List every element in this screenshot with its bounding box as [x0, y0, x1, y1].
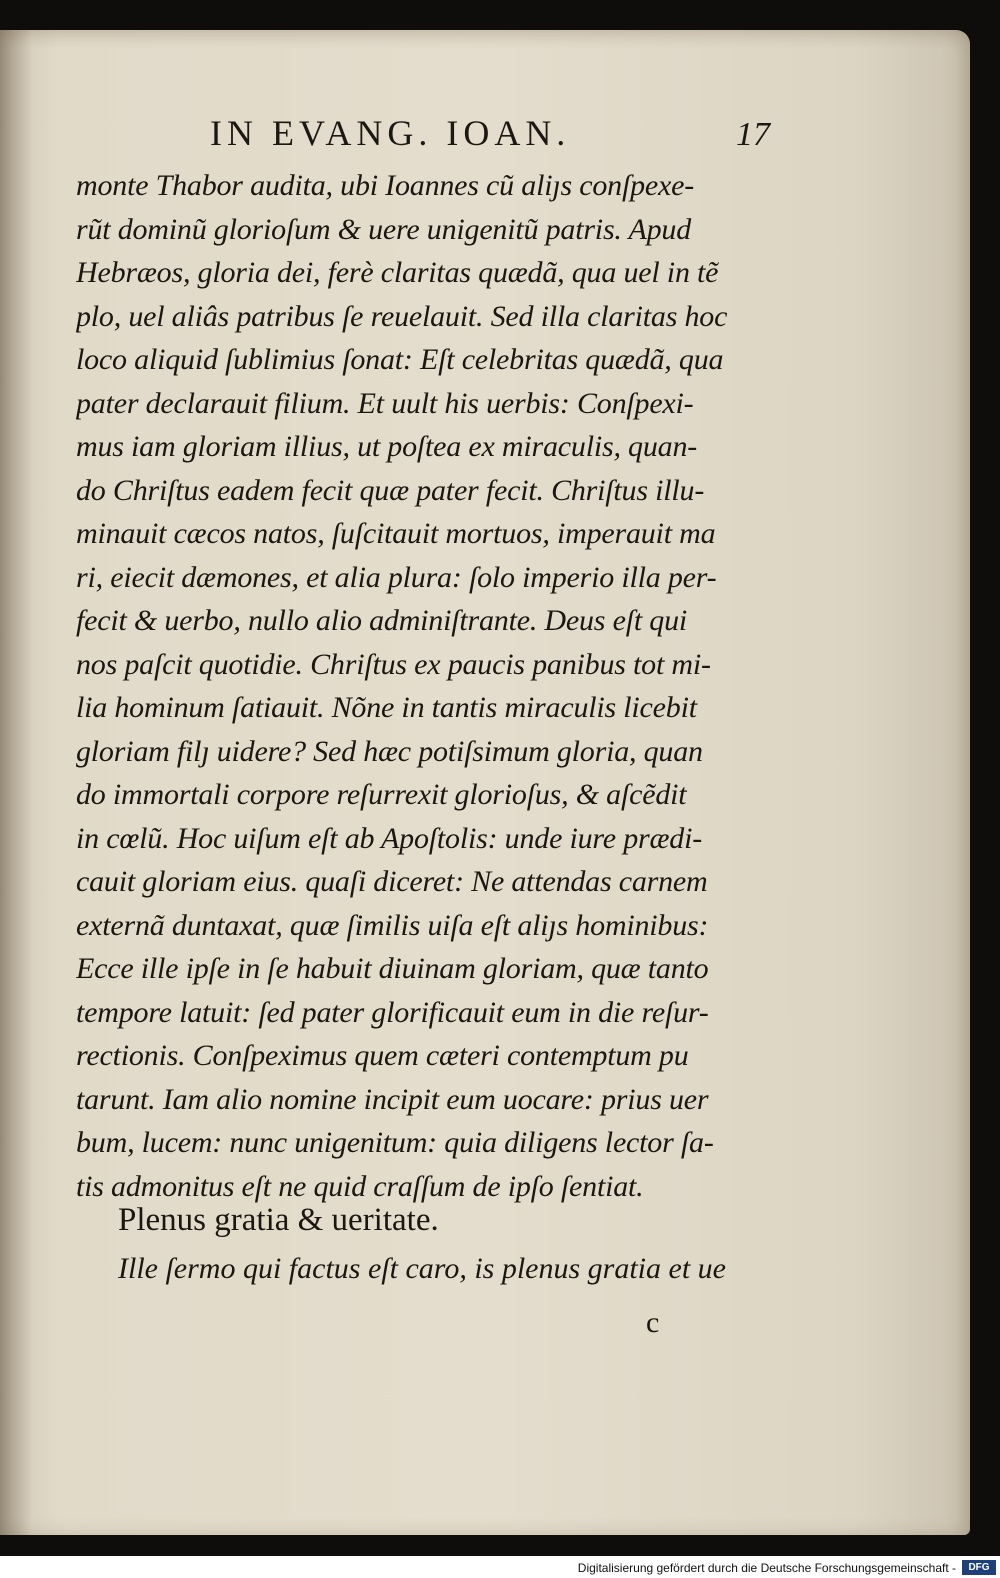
- text-line: fecit & uerbo, nullo alio adminiſtrante. Deus eſt qui: [76, 604, 688, 637]
- text-line: externã duntaxat, quæ ſimilis uiſa eſt aliȷs hominibus:: [76, 908, 709, 942]
- text-line: loco aliquid ſublimius ſonat: Eſt celebritas quædã, qua: [76, 343, 724, 376]
- text-line: tis admonitus eſt ne quid craſſum de ipſo ſentiat.: [76, 1169, 644, 1203]
- running-head: IN EVANG. IOAN.: [210, 113, 571, 153]
- footer-bar: [0, 1556, 1000, 1578]
- funding-note: Digitalisierung gefördert durch die Deutsche Forschungsgemeinschaft -: [577, 1561, 956, 1575]
- text-line: cauit gloriam eius. quaſi diceret: Ne attendas carnem: [76, 865, 708, 898]
- text-line: lia hominum ſatiauit. Nõne in tantis miraculis licebit: [76, 691, 697, 724]
- text-line: ri, eiecit dæmones, et alia plura: ſolo imperio illa per-: [76, 560, 717, 594]
- text-line: do immortali corpore reſurrexit glorioſus, & aſcẽdit: [76, 778, 687, 811]
- lemma-heading: Plenus gratia & ueritate.: [118, 1202, 439, 1238]
- text-line: rectionis. Conſpeximus quem cæteri contemptum pu: [76, 1039, 689, 1072]
- folio-number: 17: [736, 116, 770, 153]
- spine-shadow: [0, 30, 32, 1535]
- text-line: minauit cæcos natos, ſuſcitauit mortuos, imperauit ma: [76, 517, 716, 550]
- commentary-line: Ille ſermo qui factus eſt caro, is plenus gratia et ue: [118, 1252, 726, 1285]
- signature-mark: c: [646, 1306, 660, 1339]
- text-line: rũt dominũ glorioſum & uere unigenitũ patris. Apud: [76, 212, 692, 246]
- text-line: pater declarauit filium. Et uult his uerbis: Conſpexi-: [76, 386, 694, 420]
- dfg-logo: DFG: [962, 1560, 996, 1575]
- text-line: in cœlũ. Hoc uiſum eſt ab Apoſtolis: unde iure prædi-: [76, 821, 703, 855]
- text-line: nos paſcit quotidie. Chriſtus ex paucis panibus tot mi-: [76, 647, 711, 681]
- text-line: do Chriſtus eadem fecit quæ pater fecit. Chriſtus illu-: [76, 473, 705, 507]
- text-line: tempore latuit: ſed pater glorificauit eum in die reſur-: [76, 995, 709, 1029]
- text-line: Hebræos, gloria dei, ferè claritas quædã, qua uel in tẽ: [76, 256, 719, 289]
- text-line: plo, uel aliâs patribus ſe reuelauit. Sed illa claritas hoc: [76, 299, 728, 333]
- body-text: [76, 164, 766, 1208]
- page-header: [210, 112, 770, 162]
- text-line: bum, lucem: nunc unigenitum: quia diligens lector ſa-: [76, 1126, 714, 1159]
- text-line: tarunt. Iam alio nomine incipit eum uocare: prius uer: [76, 1082, 709, 1116]
- text-line: gloriam filȷ uidere? Sed hæc potiſsimum gloria, quan: [76, 734, 703, 768]
- text-line: monte Thabor audita, ubi Ioannes cũ aliȷs conſpexe-: [76, 169, 695, 202]
- text-line: Ecce ille ipſe in ſe habuit diuinam gloriam, quæ tanto: [76, 952, 709, 985]
- text-line: mus iam gloriam illius, ut poſtea ex miraculis, quan-: [76, 430, 698, 463]
